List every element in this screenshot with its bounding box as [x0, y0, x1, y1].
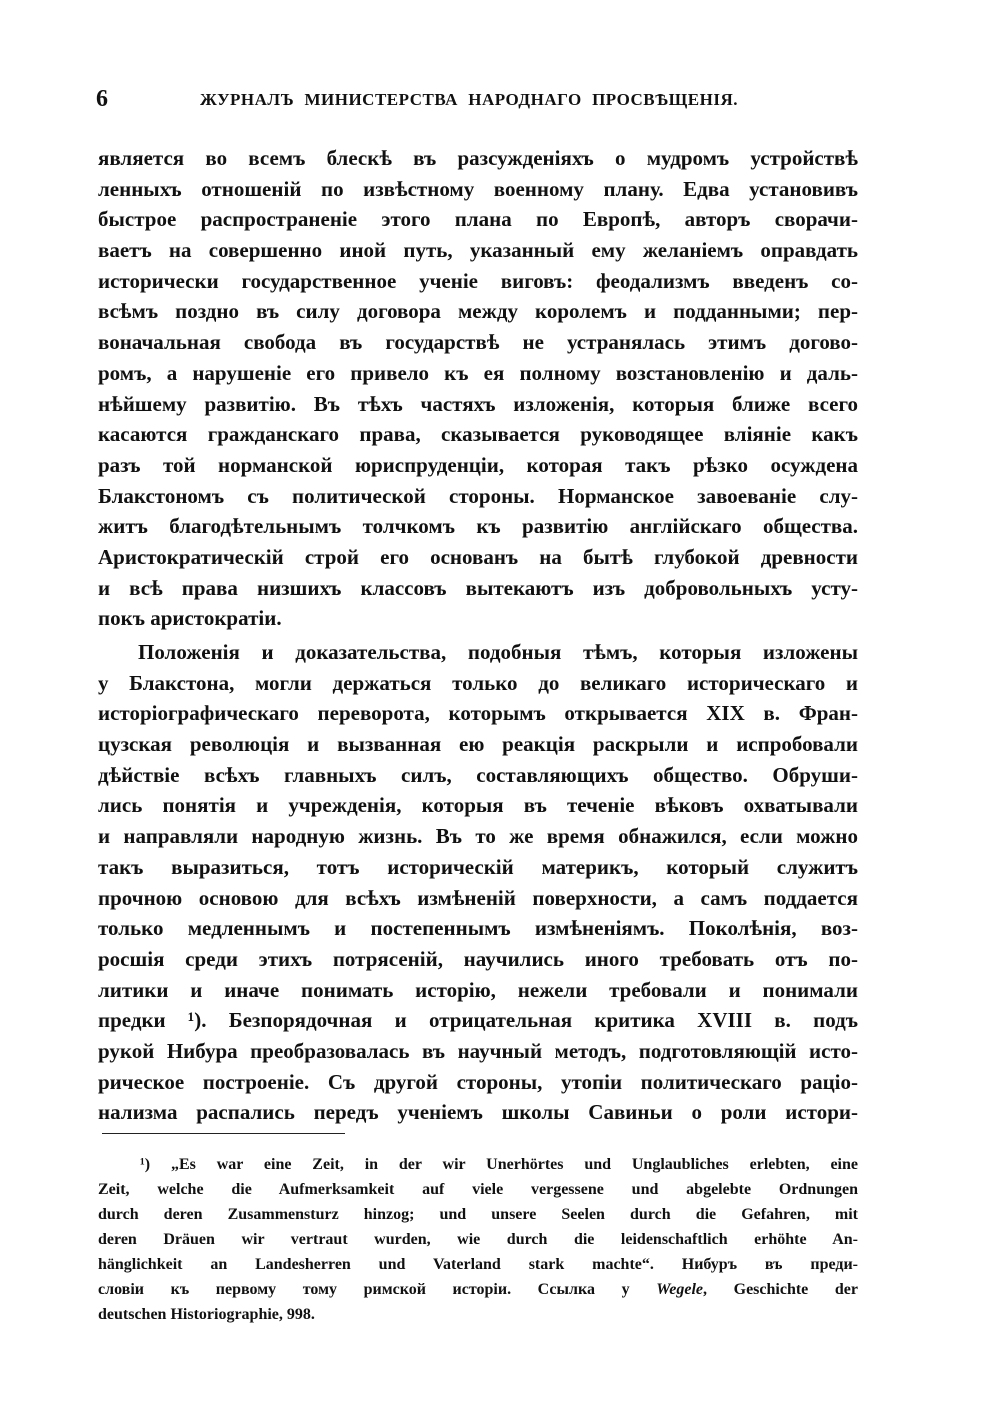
paragraph-1-line: житъ благодѣтельнымъ толчкомъ къ развитію англійскаго общества. [98, 514, 858, 539]
paragraph-2-line: и направляли народную жизнь. Въ то же время обнажился, если можно [98, 824, 858, 849]
paragraph-2-line: рическое построеніе. Съ другой стороны, утопіи политическаго раціо- [98, 1069, 858, 1094]
paragraph-2-line: Положенія и доказательства, подобныя тѣмъ, которыя изложены [138, 640, 858, 664]
cited-author: Wegele [656, 1281, 704, 1298]
paragraph-2-line: литики и иначе понимать исторію, нежели требовали и понимали [98, 977, 858, 1002]
footnote-line: Zeit, welche die Aufmerksamkeit auf viele vergessene und abgelebte Ordnungen [98, 1181, 858, 1198]
paragraph-1-line: Аристократическій строй его основанъ на бытѣ глубокой древности [98, 544, 858, 569]
paragraph-1-line: и всѣ права низшихъ классовъ вытекаютъ изъ добровольныхъ усту- [98, 575, 858, 600]
footnote-line: deren Dräuen wir vertraut wurden, wie durch die leidenschaftlich erhöhte An- [98, 1231, 858, 1248]
footnote-line: deutschen Historiographie, 998. [98, 1306, 315, 1323]
page-number: 6 [96, 86, 108, 112]
footnote-line: durch deren Zusammensturz hinzog; und unsere Seelen durch die Gefahren, mit [98, 1206, 858, 1223]
paragraph-2-line: предки ¹). Безпорядочная и отрицательная критика XVIII в. подъ [98, 1008, 858, 1033]
paragraph-1-line: Блакстономъ съ политической стороны. Норманское завоеваніе слу- [98, 483, 858, 508]
paragraph-2-line: такъ выразиться, тотъ историческій материкъ, который служитъ [98, 854, 858, 879]
running-header: ЖУРНАЛЪ МИНИСТЕРСТВА НАРОДНАГО ПРОСВѢЩЕНІЯ. [200, 90, 738, 109]
paragraph-1-line: касаются гражданскаго права, сказывается руководящее вліяніе какъ [98, 422, 858, 447]
footnote-line: hänglichkeit an Landesherren und Vaterland stark machte“. Нибуръ въ преди- [98, 1256, 858, 1273]
paragraph-2-line: у Блакстона, могли держаться только до великаго историческаго и [98, 670, 858, 695]
paragraph-2-line: цузская революція и вызванная ею реакція раскрыли и испробовали [98, 732, 858, 757]
footnote-line: ¹) „Es war eine Zeit, in der wir Unerhörtes und Unglaubliches erlebten, eine [140, 1156, 858, 1173]
paragraph-1-line: покъ аристократіи. [98, 606, 282, 631]
paragraph-2-line: нализма распались передъ ученіемъ школы Савиньи о роли истори- [98, 1100, 858, 1125]
body-text [98, 143, 858, 1128]
paragraph-2-line: только медленнымъ и постепеннымъ измѣненіямъ. Поколѣнія, воз- [98, 916, 858, 941]
paragraph-2-line: рукой Нибура преобразовалась въ научный методъ, подготовляющій исто- [98, 1038, 858, 1063]
footnote-separator [102, 1133, 345, 1134]
paragraph-2-line: исторіографическаго переворота, которымъ открывается XIX в. Фран- [98, 701, 858, 726]
paragraph-2-line: лись понятія и учрежденія, которыя въ теченіе вѣковъ охватывали [98, 793, 858, 818]
paragraph-1-line: всѣмъ поздно въ силу договора между королемъ и подданными; пер- [98, 299, 858, 324]
paragraph-2-line: росшія среди этихъ потрясеній, научились иного требовать отъ по- [98, 946, 858, 971]
paragraph-1-line: быстрое распространеніе этого плана по Европѣ, авторъ сворачи- [98, 207, 858, 232]
paragraph-1-line: является во всемъ блескѣ въ разсужденіяхъ о мудромъ устройствѣ [98, 146, 858, 170]
paragraph-1-line: исторически государственное ученіе виговъ: феодализмъ введенъ со- [98, 268, 858, 293]
paragraph-1-line: нѣйшему развитію. Въ тѣхъ частяхъ изложенія, которыя ближе всего [98, 391, 858, 416]
footnote-line: словіи къ первому тому римской исторіи. Ссылка у Wegele, Geschichte der [98, 1281, 858, 1298]
paragraph-2-line: дѣйствіе всѣхъ главныхъ силъ, составляющихъ общество. Обруши- [98, 762, 858, 787]
paragraph-1-line: ваетъ на совершенно иной путь, указанный ему желаніемъ оправдать [98, 238, 858, 263]
footnote [98, 1152, 858, 1327]
paragraph-1-line: воначальная свобода въ государствѣ не устранялась этимъ догово- [98, 330, 858, 355]
paragraph-1-line: ленныхъ отношеній по извѣстному военному плану. Едва установивъ [98, 176, 858, 201]
paragraph-1-line: ромъ, а нарушеніе его привело къ ея полному возстановленію и даль- [98, 360, 858, 385]
paragraph-2-line: прочною основою для всѣхъ измѣненій поверхности, а самъ поддается [98, 885, 858, 910]
paragraph-1-line: разъ той норманской юриспруденціи, которая такъ рѣзко осуждена [98, 452, 858, 477]
